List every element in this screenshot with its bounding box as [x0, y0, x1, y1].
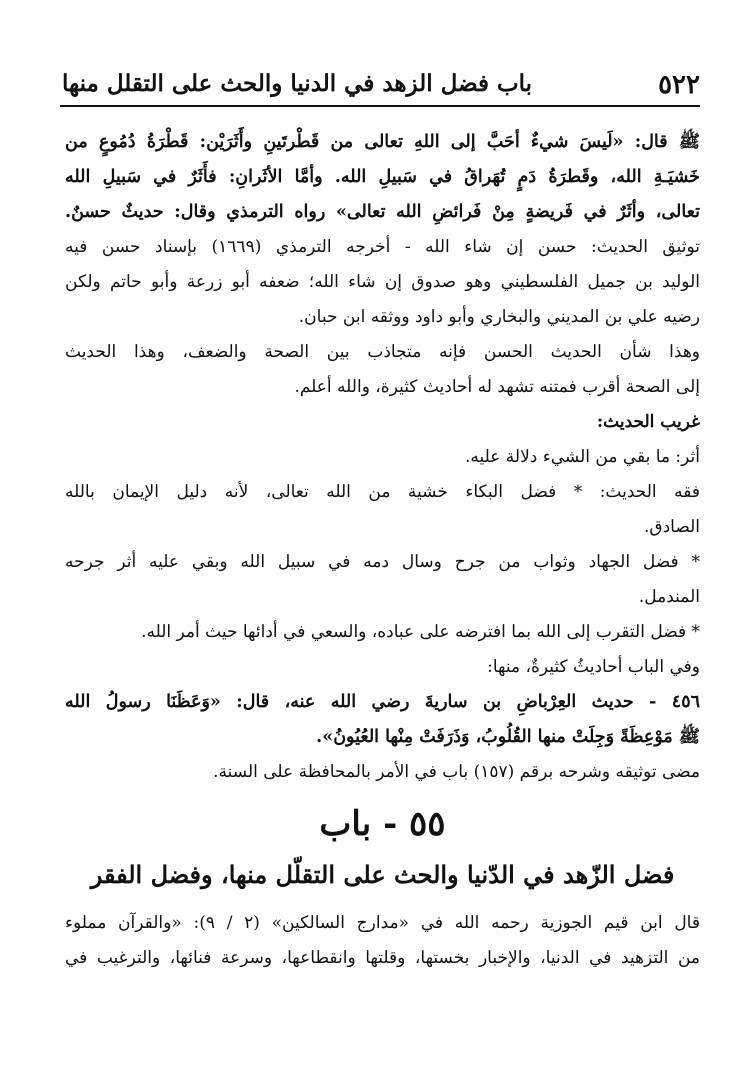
gharib-heading: غريب الحديث:	[596, 412, 700, 432]
takhrij-line: توثيق الحديث: حسن إن شاء الله - أخرجه الترمذي (١٦٦٩) بإسناد حسن فيه	[65, 237, 700, 257]
commentary-line: وهذا شأن الحديث الحسن فإنه متجاذب بين الصحة والضعف، وهذا الحديث	[65, 342, 700, 362]
related-hadith-line: ٤٥٦ - حديث العِرْباضِ بن ساريةَ رضي الله عنه، قال: «وَعَظَنَا رسولُ الله	[65, 692, 700, 712]
fiqh-line: الصادق.	[644, 517, 700, 537]
gharib-line: أثر: ما بقي من الشيء دلالة عليه.	[464, 447, 700, 467]
commentary-line: إلى الصحة أقرب فمتنه تشهد له أحاديث كثيرة، والله أعلم.	[294, 377, 700, 397]
page-number: ٥٢٢	[658, 70, 700, 100]
fiqh-line: فقه الحديث: * فضل البكاء خشية من الله تعالى، لأنه دليل الإيمان بالله	[65, 482, 700, 502]
fiqh-line: المندمل.	[638, 587, 700, 607]
chapter-number-heading: ٥٥ - باب	[319, 804, 446, 844]
running-chapter-title: باب فضل الزهد في الدنيا والحث على التقلل منها	[62, 70, 533, 97]
cross-reference-line: مضى توثيقه وشرحه برقم (١٥٧) باب في الأمر بالمحافظة على السنة.	[213, 762, 700, 782]
related-hadith-line: ﷺ مَوْعِظَةً وَجِلَتْ منها القُلُوبُ، وَذَرَفَتْ مِنْها العُيُونُ».	[316, 727, 700, 747]
hadith-text-line: ﷺ قال: «لَيسَ شيءٌ أحَبَّ إلى اللهِ تعالى من قَطْرتَينِ وأَثَرَيْن: قَطْرَةُ دُمُوعٍ من	[65, 132, 700, 152]
intro-line: قال ابن قيم الجوزية رحمه الله في «مدارج السالكين» (٢ / ٩): «والقرآن مملوء	[65, 913, 700, 933]
header-divider	[60, 105, 700, 107]
chapter-title-heading: فضل الزّهد في الدّنيا والحث على التقلّل منها، وفضل الفقر	[90, 860, 675, 889]
fiqh-line: * فضل التقرب إلى الله بما افترضه على عباده، والسعي في أدائها حيث أمر الله.	[141, 622, 700, 642]
page-body	[65, 125, 700, 976]
hadith-text-line: خَشيَـةِ الله، وقَطرَةُ دَمٍ تُهَراقُ في سَبيلِ الله. وأمَّا الأثَرانِ: فأَثَرٌ في سَبيلِ الله	[65, 167, 700, 187]
fiqh-line: * فضل الجهاد وثواب من جرح وسال دمه في سبيل الله وبقي عليه أثر جرحه	[65, 552, 700, 572]
takhrij-line: رضيه علي بن المديني والبخاري وأبو داود ووثقه ابن حبان.	[298, 307, 700, 327]
intro-line: من التزهيد في الدنيا، والإخبار بخستها، وقلتها وانقطاعها، وسرعة فنائها، والترغيب في	[65, 948, 700, 968]
hadith-text-line: تعالى، وأثَرٌ في فَريضةٍ مِنْ فَرائضِ الله تعالى» رواه الترمذي وقال: حديثٌ حسنٌ.	[65, 202, 700, 222]
running-header	[62, 62, 700, 102]
takhrij-line: الوليد بن جميل الفلسطيني وهو صدوق إن شاء الله؛ ضعفه أبو زرعة وأبو حاتم ولكن	[65, 272, 700, 292]
related-hadith-intro: وفي الباب أحاديثُ كثيرةٌ، منها:	[487, 657, 700, 677]
